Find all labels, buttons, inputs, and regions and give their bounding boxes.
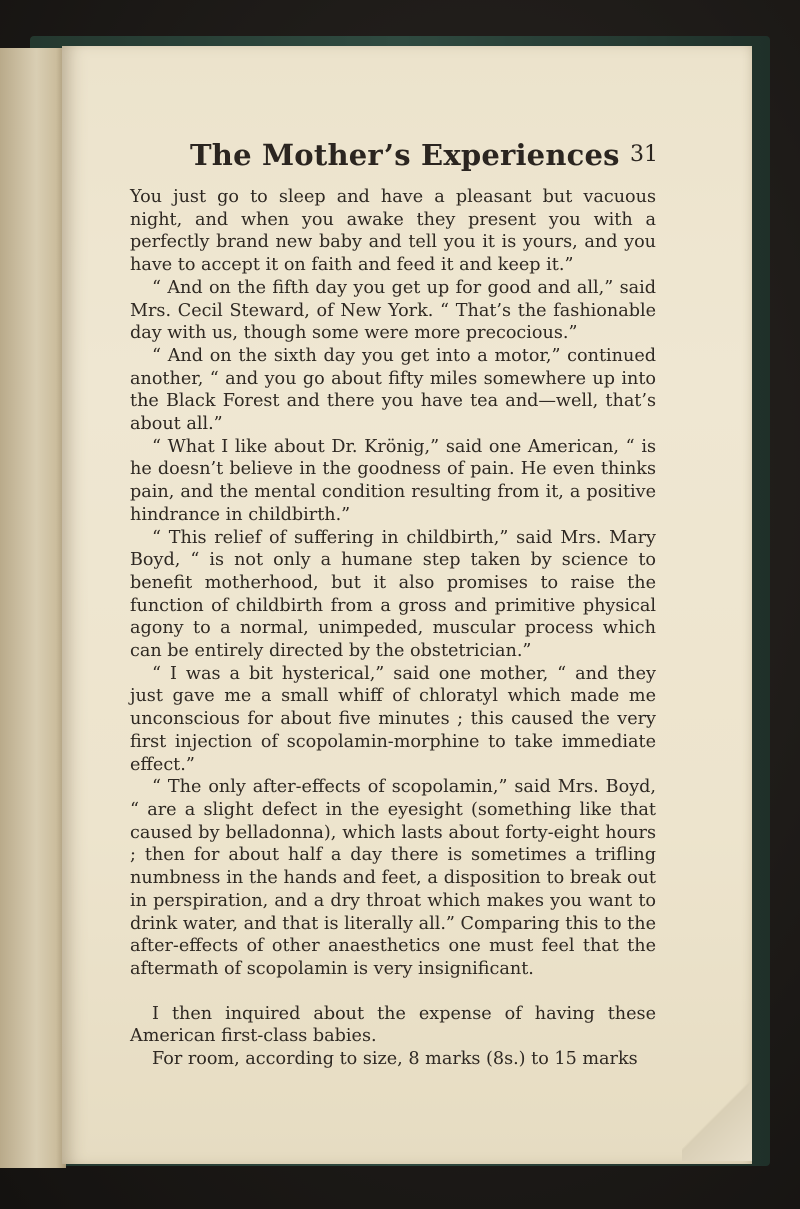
paragraph: “ The only after-effects of scopolamin,” said Mrs. Boyd, “ are a slight defect in the eyesight (something like that caused by belladonna), which lasts about forty-eight hours ; then for about half a day there is sometimes a trifling numbness in the hands and feet, a disposition to break out in perspiration, and a dry throat which makes you want to drink water, and that is literally all.” Comparing this to the after-effects of other anaesthetics one must feel that the aftermath of scopolamin is very insignificant.: [130, 777, 656, 979]
paragraph: “ I was a bit hysterical,” said one mother, “ and they just gave me a small whiff of chloratyl which made me unconscious for about five minutes ; this caused the very first injection of scopolamin-morphine to take immediate effect.”: [130, 663, 656, 775]
page-number: 31: [630, 142, 658, 167]
paragraph: “ This relief of suffering in childbirth,” said Mrs. Mary Boyd, “ is not only a humane step taken by science to benefit motherhood, but it also promises to raise the function of childbirth from a gross and primitive physical agony to a normal, unimpeded, muscular process which can be entirely directed by the obstetrician.”: [130, 527, 656, 662]
page-header: [190, 138, 658, 178]
paragraph: “ And on the sixth day you get into a motor,” continued another, “ and you go about fifty miles somewhere up into the Black Forest and there you have tea and—well, that’s about all.”: [130, 345, 656, 435]
left-page-edge: [0, 48, 66, 1168]
body-text: [130, 186, 656, 1071]
paragraph: For room, according to size, 8 marks (8s.) to 15 marks: [152, 1049, 638, 1070]
paragraph: I then inquired about the expense of having these American first-class babies.: [130, 1003, 656, 1047]
paragraph: “ What I like about Dr. Krönig,” said one American, “ is he doesn’t believe in the goodness of pain. He even thinks pain, and the mental condition resulting from it, a positive hindrance in childbirth.”: [130, 436, 656, 525]
paragraph: You just go to sleep and have a pleasant but vacuous night, and when you awake they present you with a perfectly brand new baby and tell you it is yours, and you have to accept it on faith and feed it and keep it.”: [130, 187, 656, 276]
paragraph: “ And on the fifth day you get up for good and all,” said Mrs. Cecil Steward, of New York. “ That’s the fashionable day with us, though some were more precocious.”: [130, 277, 656, 344]
page-corner-fold: [682, 1071, 752, 1161]
running-title: The Mother’s Experiences: [190, 138, 620, 172]
